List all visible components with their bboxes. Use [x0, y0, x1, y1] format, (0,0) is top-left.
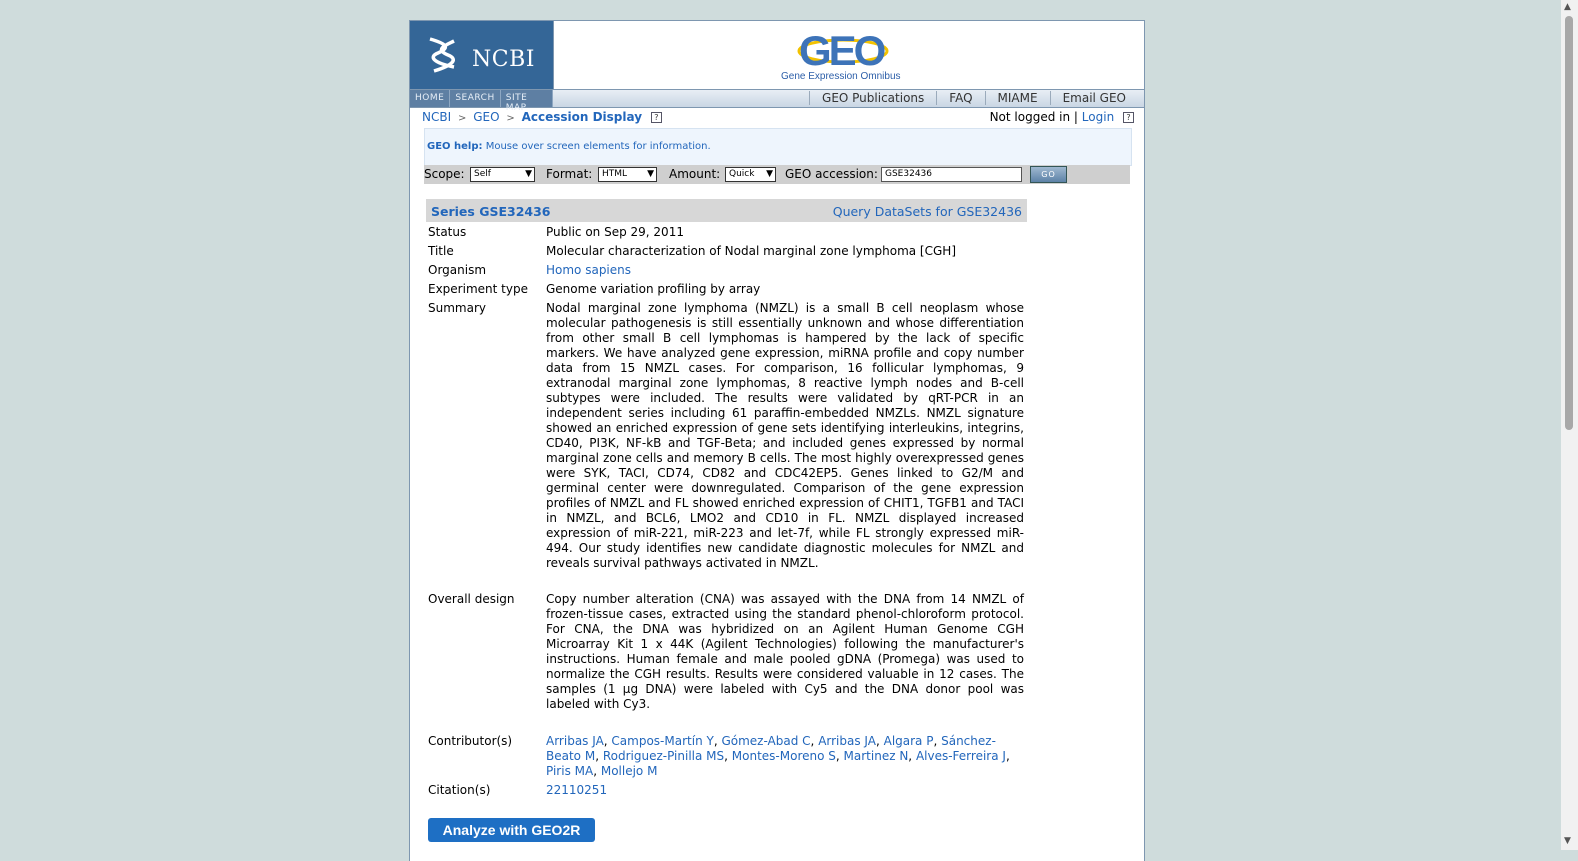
query-datasets-link[interactable]: Query DataSets for GSE32436 — [832, 204, 1022, 219]
chevron-down-icon: ▼ — [766, 169, 773, 179]
contributors-list: Arribas JA, Campos-Martín Y, Gómez-Abad C, Arribas JA, Algara P, Sánchez-Beato M, Rodriguez-Pinilla MS, Montes-Moreno S, Martinez N, Alves-Ferreira J, Piris MA, Mollejo M — [546, 734, 1010, 778]
breadcrumb-geo[interactable]: GEO — [473, 110, 500, 124]
geo-logo-icon[interactable] — [791, 27, 895, 71]
design-value: Copy number alteration (CNA) was assayed with the DNA from 14 NMZL of frozen-tissue cases, extracted using the standard phenol-chloroform protocol. For CNA, the DNA was hybridized on an Agilent Human Genome CGH Microarray Kit 1 x 44K (Agilent Technologies) following the manufacturer's instructions. Human female and male pooled gDNA (Promega) was used to normalize the CGH results. Results were considered valuable in 12 cases. The samples (1 µg DNA) were labeled with Cy5 and the DNA donor pool was labeled with Cy3. — [546, 592, 1024, 711]
format-label: Format: — [546, 167, 593, 181]
series-header — [426, 199, 1027, 222]
format-select[interactable] — [598, 167, 657, 182]
login-status: Not logged in — [989, 110, 1071, 124]
breadcrumb-separator: > — [506, 113, 515, 124]
amount-select[interactable] — [725, 167, 776, 182]
nav-bar — [410, 89, 1144, 113]
contributor-link[interactable]: Campos-Martín Y — [611, 734, 714, 748]
scope-label: Scope: — [424, 167, 465, 181]
help-text: Mouse over screen elements for information. — [485, 141, 711, 152]
scrollbar-thumb[interactable] — [1565, 16, 1573, 430]
link-geo-publications[interactable]: GEO Publications — [809, 91, 936, 105]
login-separator: | — [1073, 110, 1078, 124]
scope-value: Self — [474, 169, 491, 179]
contributor-link[interactable]: Piris MA — [546, 764, 594, 778]
breadcrumb-separator: > — [457, 113, 467, 124]
citation-label: Citation(s) — [428, 783, 491, 797]
go-button[interactable]: GO — [1030, 166, 1067, 183]
summary-label: Summary — [428, 301, 486, 315]
login-link[interactable]: Login — [1081, 110, 1115, 124]
contributors-label: Contributor(s) — [428, 734, 513, 748]
scroll-down-icon[interactable]: ▼ — [1564, 836, 1571, 846]
contributor-link[interactable]: Arribas JA — [818, 734, 876, 748]
design-label: Overall design — [428, 592, 515, 606]
chevron-down-icon: ▼ — [525, 169, 532, 179]
amount-label: Amount: — [669, 167, 721, 181]
status-label: Status — [428, 225, 467, 239]
breadcrumb-ncbi[interactable]: NCBI — [422, 110, 452, 124]
experiment-label: Experiment type — [428, 282, 528, 296]
accession-controls — [424, 165, 1130, 184]
analyze-geo2r-button[interactable]: Analyze with GEO2R — [428, 818, 595, 842]
quicklink-search[interactable]: SEARCH — [450, 90, 500, 107]
link-faq[interactable]: FAQ — [936, 91, 984, 105]
contributor-link[interactable]: Gómez-Abad C — [721, 734, 811, 748]
status-value: Public on Sep 29, 2011 — [546, 225, 684, 239]
geo-tagline: Gene Expression Omnibus — [781, 71, 901, 82]
scroll-up-icon[interactable]: ▲ — [1564, 2, 1571, 12]
organism-label: Organism — [428, 263, 487, 277]
ncbi-quicklinks — [410, 90, 553, 113]
geo-page — [409, 20, 1145, 861]
accession-label: GEO accession: — [785, 167, 878, 181]
chevron-down-icon: ▼ — [647, 169, 654, 179]
format-value: HTML — [602, 169, 628, 179]
help-label: GEO help: — [427, 141, 483, 152]
scope-select[interactable] — [470, 167, 535, 182]
help-icon[interactable]: ? — [651, 112, 662, 123]
experiment-value: Genome variation profiling by array — [546, 282, 761, 296]
contributor-link[interactable]: Martinez N — [843, 749, 909, 763]
amount-value: Quick — [729, 169, 755, 179]
help-icon[interactable]: ? — [1123, 112, 1134, 123]
citation-link[interactable]: 22110251 — [546, 783, 608, 797]
geo-help-box — [424, 128, 1132, 166]
geo-top-links — [809, 91, 1138, 105]
breadcrumb-current: Accession Display — [521, 110, 643, 124]
series-title: Series GSE32436 — [431, 204, 551, 219]
quicklink-home[interactable]: HOME — [410, 90, 450, 107]
quicklink-sitemap[interactable]: SITE MAP — [501, 90, 553, 107]
contributor-link[interactable]: Arribas JA — [546, 734, 604, 748]
link-email-geo[interactable]: Email GEO — [1050, 91, 1138, 105]
contributor-link[interactable]: Mollejo M — [600, 764, 658, 778]
summary-value: Nodal marginal zone lymphoma (NMZL) is a small B cell neoplasm whose molecular pathogenesis is still essentially unknown and whose differentiation from other small B cell lymphomas is hampered by the lack of specific markers. We have analyzed gene expression, miRNA profile and copy number data from 15 NMZL cases. For comparison, 16 follicular lymphomas, 9 extranodal marginal zone lymphomas, 8 reactive lymph nodes and B-cell subtypes were included. The results were validated by qRT-PCR in an independent series including 61 paraffin-embedded NMZLs. NMZL signature showed an enriched expression of gene sets identifying interleukins, integrins, CD40, PI3K, NF-kB and TGF-Beta; and included genes expressed by normal marginal zone cells and memory B cells. The most highly overexpressed genes were SYK, TACI, CD74, CD82 and CDC42EP5. Genes linked to G2/M and germinal center were downregulated. Comparison of the gene expression profiles of NMZL and FL showed enriched expression of CHIT1, TGFB1 and TACI in NMZL, and BCL6, LMO2 and CD10 in FL. NMZL displayed increased expression of miR-221, miR-223 and let-7f, while FL strongly expressed miR-494. Our study identifies new candidate diagnostic molecules for NMZL and reveals survival pathways activated in NMZL. — [546, 301, 1024, 570]
contributor-link[interactable]: Algara P — [883, 734, 934, 748]
geo-logo-text: GEO — [799, 27, 884, 71]
ncbi-helix-icon — [424, 33, 464, 77]
contributor-link[interactable]: Sánchez-Beato M — [546, 734, 996, 763]
contributor-link[interactable]: Alves-Ferreira J — [915, 749, 1006, 763]
geo-logo-area — [553, 21, 1144, 89]
title-value: Molecular characterization of Nodal marginal zone lymphoma [CGH] — [546, 244, 956, 258]
breadcrumb — [422, 110, 662, 124]
accession-input[interactable]: GSE32436 — [881, 167, 1022, 182]
login-area — [990, 110, 1134, 124]
contributor-link[interactable]: Rodriguez-Pinilla MS — [602, 749, 725, 763]
title-label: Title — [428, 244, 454, 258]
link-miame[interactable]: MIAME — [985, 91, 1050, 105]
page-scrollbar[interactable] — [1561, 0, 1578, 850]
organism-link[interactable]: Homo sapiens — [546, 263, 632, 277]
ncbi-logo[interactable] — [410, 21, 554, 89]
ncbi-wordmark: NCBI — [472, 47, 535, 72]
contributor-link[interactable]: Montes-Moreno S — [731, 749, 836, 763]
